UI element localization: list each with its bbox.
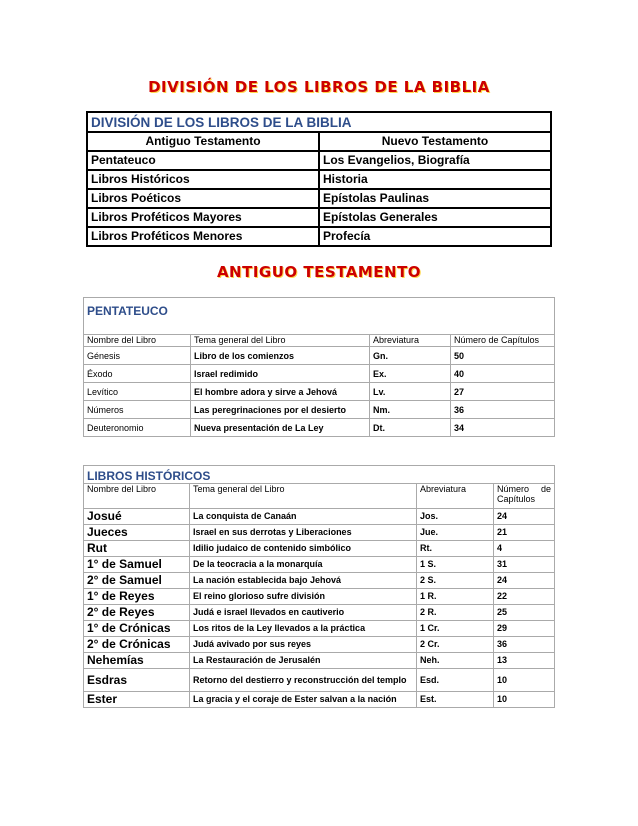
table-header-row — [84, 484, 555, 509]
cell-abreviatura: 2 R. — [417, 605, 494, 621]
cell-nombre: Esdras — [84, 669, 190, 692]
cell-nombre: 1° de Crónicas — [84, 621, 190, 637]
header-tema: Tema general del Libro — [190, 484, 417, 509]
cell-tema: La conquista de Canaán — [190, 509, 417, 525]
table-row — [84, 557, 555, 573]
cell-abreviatura: 1 R. — [417, 589, 494, 605]
cell-capitulos: 27 — [451, 383, 555, 401]
cell-tema: El hombre adora y sirve a Jehová — [191, 383, 370, 401]
cell-at: Libros Proféticos Mayores — [87, 208, 319, 227]
cell-tema: Israel en sus derrotas y Liberaciones — [190, 525, 417, 541]
cell-tema: Idilio judaico de contenido simbólico — [190, 541, 417, 557]
cell-nombre: Éxodo — [84, 365, 191, 383]
section-heading-antiguo-testamento: ANTIGUO TESTAMENTO — [216, 263, 422, 281]
cell-nt: Epístolas Generales — [319, 208, 551, 227]
cell-abreviatura: Neh. — [417, 653, 494, 669]
cell-nombre: Josué — [84, 509, 190, 525]
cell-capitulos: 34 — [451, 419, 555, 437]
cell-nombre: 2° de Crónicas — [84, 637, 190, 653]
division-table — [86, 111, 552, 247]
cell-nombre: 1° de Reyes — [84, 589, 190, 605]
cell-nombre: 2° de Reyes — [84, 605, 190, 621]
cell-at: Libros Poéticos — [87, 189, 319, 208]
cell-tema: La gracia y el coraje de Ester salvan a la nación — [190, 692, 417, 708]
cell-tema: Judá avivado por sus reyes — [190, 637, 417, 653]
cell-nombre: Jueces — [84, 525, 190, 541]
cell-abreviatura: 1 Cr. — [417, 621, 494, 637]
cell-at: Pentateuco — [87, 151, 319, 170]
cell-nombre: Génesis — [84, 347, 191, 365]
cell-nt: Epístolas Paulinas — [319, 189, 551, 208]
header-antiguo-testamento: Antiguo Testamento — [87, 132, 319, 151]
cell-capitulos: 31 — [494, 557, 555, 573]
cell-abreviatura: 2 S. — [417, 573, 494, 589]
cell-capitulos: 36 — [494, 637, 555, 653]
cell-tema: Libro de los comienzos — [191, 347, 370, 365]
cell-nt: Profecía — [319, 227, 551, 246]
cell-nt: Los Evangelios, Biografía — [319, 151, 551, 170]
header-nombre: Nombre del Libro — [84, 484, 190, 509]
table-row — [84, 401, 555, 419]
cell-abreviatura: Est. — [417, 692, 494, 708]
table-row — [87, 151, 551, 170]
header-nombre: Nombre del Libro — [84, 335, 191, 347]
table-row — [87, 189, 551, 208]
cell-tema: De la teocracia a la monarquía — [190, 557, 417, 573]
header-nuevo-testamento: Nuevo Testamento — [319, 132, 551, 151]
cell-abreviatura: Dt. — [370, 419, 451, 437]
table-row — [84, 347, 555, 365]
cell-tema: Israel redimido — [191, 365, 370, 383]
cell-capitulos: 29 — [494, 621, 555, 637]
cell-tema: Retorno del destierro y reconstrucción del templo — [190, 669, 417, 692]
cell-tema: Nueva presentación de La Ley — [191, 419, 370, 437]
cell-abreviatura: 2 Cr. — [417, 637, 494, 653]
table-row — [84, 383, 555, 401]
table-row — [84, 605, 555, 621]
cell-capitulos: 50 — [451, 347, 555, 365]
header-tema: Tema general del Libro — [191, 335, 370, 347]
header-abreviatura: Abreviatura — [417, 484, 494, 509]
cell-capitulos: 24 — [494, 509, 555, 525]
cell-capitulos: 25 — [494, 605, 555, 621]
header-abreviatura: Abreviatura — [370, 335, 451, 347]
document-title: DIVISIÓN DE LOS LIBROS DE LA BIBLIA — [148, 78, 490, 96]
cell-capitulos: 22 — [494, 589, 555, 605]
table-row — [87, 208, 551, 227]
cell-tema: El reino glorioso sufre división — [190, 589, 417, 605]
table-row — [84, 525, 555, 541]
pentateuco-title: PENTATEUCO — [84, 298, 555, 335]
header-capitulos: Número de Capítulos — [451, 335, 555, 347]
pentateuco-table — [83, 297, 555, 437]
cell-capitulos: 10 — [494, 669, 555, 692]
cell-abreviatura: Nm. — [370, 401, 451, 419]
cell-abreviatura: Gn. — [370, 347, 451, 365]
cell-abreviatura: Jue. — [417, 525, 494, 541]
table-header-row — [84, 335, 555, 347]
cell-nombre: Nehemías — [84, 653, 190, 669]
cell-at: Libros Proféticos Menores — [87, 227, 319, 246]
table-row — [84, 621, 555, 637]
cell-tema: Las peregrinaciones por el desierto — [191, 401, 370, 419]
historicos-table — [83, 465, 555, 708]
table-row — [84, 692, 555, 708]
cell-abreviatura: Esd. — [417, 669, 494, 692]
cell-nombre: 2° de Samuel — [84, 573, 190, 589]
cell-capitulos: 4 — [494, 541, 555, 557]
cell-nombre: Rut — [84, 541, 190, 557]
cell-tema: La Restauración de Jerusalén — [190, 653, 417, 669]
table-row — [84, 637, 555, 653]
table-row — [84, 419, 555, 437]
cell-tema: La nación establecida bajo Jehová — [190, 573, 417, 589]
cell-at: Libros Históricos — [87, 170, 319, 189]
cell-tema: Los ritos de la Ley llevados a la práctica — [190, 621, 417, 637]
cell-capitulos: 10 — [494, 692, 555, 708]
cell-capitulos: 24 — [494, 573, 555, 589]
cell-nombre: Ester — [84, 692, 190, 708]
division-table-title: DIVISIÓN DE LOS LIBROS DE LA BIBLIA — [87, 112, 551, 132]
header-capitulos: Número de Capítulos — [494, 484, 555, 509]
cell-abreviatura: Ex. — [370, 365, 451, 383]
table-row — [84, 653, 555, 669]
table-row — [84, 573, 555, 589]
table-row — [84, 541, 555, 557]
cell-nombre: 1° de Samuel — [84, 557, 190, 573]
cell-capitulos: 21 — [494, 525, 555, 541]
cell-abreviatura: Lv. — [370, 383, 451, 401]
table-row — [84, 365, 555, 383]
cell-nombre: Levítico — [84, 383, 191, 401]
cell-nombre: Números — [84, 401, 191, 419]
table-row — [84, 509, 555, 525]
cell-capitulos: 13 — [494, 653, 555, 669]
table-row — [87, 227, 551, 246]
cell-capitulos: 36 — [451, 401, 555, 419]
historicos-title: LIBROS HISTÓRICOS — [84, 466, 555, 484]
cell-tema: Judá e israel llevados en cautiverio — [190, 605, 417, 621]
table-row — [84, 669, 555, 692]
cell-abreviatura: Jos. — [417, 509, 494, 525]
table-row — [87, 170, 551, 189]
cell-nombre: Deuteronomio — [84, 419, 191, 437]
cell-abreviatura: 1 S. — [417, 557, 494, 573]
cell-capitulos: 40 — [451, 365, 555, 383]
cell-abreviatura: Rt. — [417, 541, 494, 557]
table-row — [84, 589, 555, 605]
cell-nt: Historia — [319, 170, 551, 189]
